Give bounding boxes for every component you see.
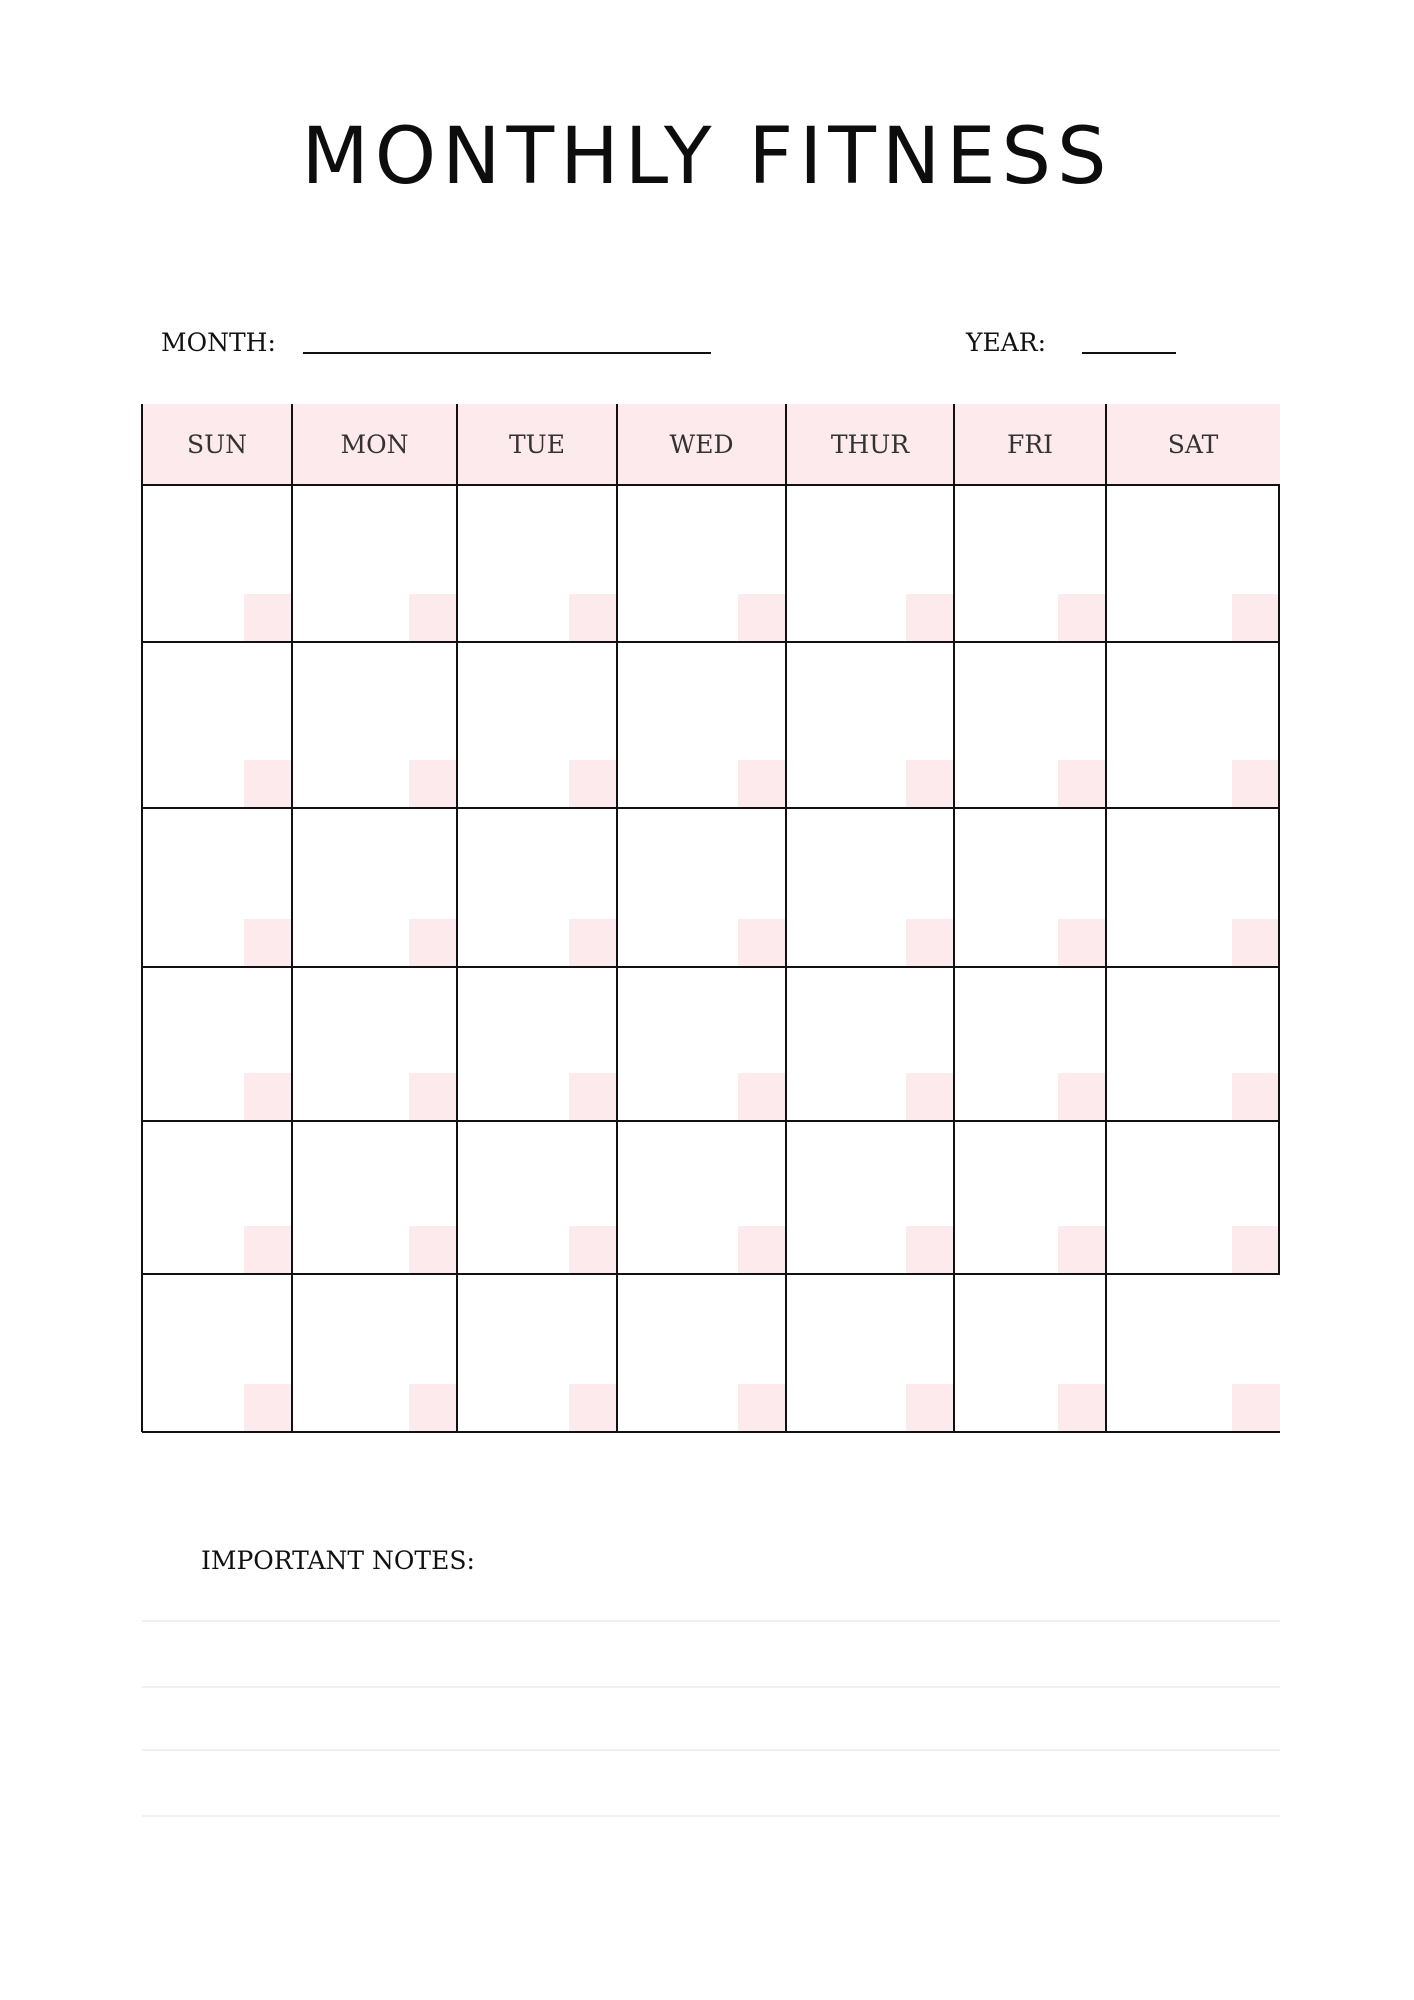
day-cell[interactable] bbox=[457, 485, 617, 642]
day-check-box[interactable] bbox=[409, 919, 457, 967]
day-cell[interactable] bbox=[142, 1121, 292, 1274]
day-check-box[interactable] bbox=[906, 760, 954, 808]
grid-vertical-line bbox=[456, 404, 458, 1432]
day-cell[interactable] bbox=[1106, 1274, 1280, 1432]
weekday-header-sun: SUN bbox=[142, 404, 292, 485]
day-check-box[interactable] bbox=[244, 919, 292, 967]
day-cell[interactable] bbox=[954, 642, 1106, 808]
day-check-box[interactable] bbox=[409, 1073, 457, 1121]
day-check-box[interactable] bbox=[409, 1384, 457, 1432]
day-cell[interactable] bbox=[1106, 642, 1280, 808]
note-line[interactable] bbox=[142, 1749, 1280, 1751]
day-cell[interactable] bbox=[617, 967, 786, 1121]
day-check-box[interactable] bbox=[244, 1073, 292, 1121]
day-check-box[interactable] bbox=[569, 1226, 617, 1274]
day-check-box[interactable] bbox=[738, 594, 786, 642]
day-cell[interactable] bbox=[954, 808, 1106, 967]
weekday-header-thur: THUR bbox=[786, 404, 954, 485]
weekday-header-wed: WED bbox=[617, 404, 786, 485]
day-check-box[interactable] bbox=[409, 1226, 457, 1274]
day-check-box[interactable] bbox=[244, 1384, 292, 1432]
day-cell[interactable] bbox=[142, 967, 292, 1121]
day-cell[interactable] bbox=[142, 642, 292, 808]
day-cell[interactable] bbox=[954, 1121, 1106, 1274]
weekday-header-mon: MON bbox=[292, 404, 457, 485]
day-check-box[interactable] bbox=[569, 919, 617, 967]
day-check-box[interactable] bbox=[409, 760, 457, 808]
day-check-box[interactable] bbox=[244, 760, 292, 808]
day-check-box[interactable] bbox=[906, 594, 954, 642]
grid-vertical-line bbox=[785, 404, 787, 1432]
day-check-box[interactable] bbox=[1058, 1073, 1106, 1121]
month-field[interactable] bbox=[303, 352, 711, 354]
day-check-box[interactable] bbox=[1232, 760, 1280, 808]
grid-horizontal-line bbox=[142, 1273, 1280, 1275]
day-cell[interactable] bbox=[457, 808, 617, 967]
grid-vertical-line bbox=[616, 404, 618, 1432]
day-cell[interactable] bbox=[292, 808, 457, 967]
day-check-box[interactable] bbox=[409, 594, 457, 642]
day-cell[interactable] bbox=[617, 642, 786, 808]
grid-horizontal-line bbox=[142, 1431, 1280, 1433]
day-cell[interactable] bbox=[786, 642, 954, 808]
day-cell[interactable] bbox=[617, 485, 786, 642]
year-field[interactable] bbox=[1082, 352, 1176, 354]
grid-vertical-line bbox=[1278, 485, 1280, 1274]
day-check-box[interactable] bbox=[738, 760, 786, 808]
month-label: MONTH: bbox=[161, 328, 276, 357]
day-check-box[interactable] bbox=[244, 1226, 292, 1274]
day-cell[interactable] bbox=[292, 967, 457, 1121]
day-check-box[interactable] bbox=[569, 594, 617, 642]
grid-horizontal-line bbox=[142, 1120, 1280, 1122]
day-check-box[interactable] bbox=[738, 919, 786, 967]
day-check-box[interactable] bbox=[1058, 1226, 1106, 1274]
grid-horizontal-line bbox=[142, 807, 1280, 809]
grid-vertical-line bbox=[1105, 404, 1107, 1432]
day-cell[interactable] bbox=[457, 642, 617, 808]
day-check-box[interactable] bbox=[569, 760, 617, 808]
day-check-box[interactable] bbox=[1058, 594, 1106, 642]
day-cell[interactable] bbox=[1106, 967, 1280, 1121]
day-cell[interactable] bbox=[1106, 808, 1280, 967]
grid-vertical-line bbox=[141, 404, 143, 1432]
day-check-box[interactable] bbox=[906, 1226, 954, 1274]
day-cell[interactable] bbox=[954, 1274, 1106, 1432]
important-notes-label: IMPORTANT NOTES: bbox=[201, 1546, 475, 1575]
day-cell[interactable] bbox=[142, 1274, 292, 1432]
day-cell[interactable] bbox=[292, 1121, 457, 1274]
day-check-box[interactable] bbox=[1058, 919, 1106, 967]
grid-horizontal-line bbox=[142, 641, 1280, 643]
grid-vertical-line bbox=[291, 404, 293, 1432]
day-check-box[interactable] bbox=[569, 1073, 617, 1121]
day-cell[interactable] bbox=[457, 1274, 617, 1432]
day-check-box[interactable] bbox=[244, 594, 292, 642]
day-cell[interactable] bbox=[292, 642, 457, 808]
day-cell[interactable] bbox=[457, 1121, 617, 1274]
day-check-box[interactable] bbox=[1058, 1384, 1106, 1432]
note-line[interactable] bbox=[142, 1815, 1280, 1817]
day-check-box[interactable] bbox=[906, 1384, 954, 1432]
day-cell[interactable] bbox=[292, 485, 457, 642]
day-check-box[interactable] bbox=[1058, 760, 1106, 808]
note-line[interactable] bbox=[142, 1620, 1280, 1622]
day-check-box[interactable] bbox=[738, 1073, 786, 1121]
calendar-grid bbox=[142, 404, 1280, 1432]
weekday-header-tue: TUE bbox=[457, 404, 617, 485]
weekday-header-fri: FRI bbox=[954, 404, 1106, 485]
day-check-box[interactable] bbox=[569, 1384, 617, 1432]
weekday-header-sat: SAT bbox=[1106, 404, 1280, 485]
day-cell[interactable] bbox=[954, 485, 1106, 642]
day-cell[interactable] bbox=[786, 1274, 954, 1432]
day-cell[interactable] bbox=[954, 967, 1106, 1121]
day-cell[interactable] bbox=[142, 808, 292, 967]
grid-horizontal-line bbox=[142, 966, 1280, 968]
day-cell[interactable] bbox=[786, 1121, 954, 1274]
day-check-box[interactable] bbox=[1232, 1384, 1280, 1432]
day-check-box[interactable] bbox=[906, 919, 954, 967]
day-check-box[interactable] bbox=[1232, 1226, 1280, 1274]
day-cell[interactable] bbox=[142, 485, 292, 642]
day-check-box[interactable] bbox=[738, 1226, 786, 1274]
day-check-box[interactable] bbox=[906, 1073, 954, 1121]
day-check-box[interactable] bbox=[738, 1384, 786, 1432]
day-cell[interactable] bbox=[457, 967, 617, 1121]
note-line[interactable] bbox=[142, 1686, 1280, 1688]
day-check-box[interactable] bbox=[1232, 594, 1280, 642]
day-cell[interactable] bbox=[617, 1274, 786, 1432]
day-cell[interactable] bbox=[786, 485, 954, 642]
grid-horizontal-line bbox=[142, 484, 1280, 486]
day-cell[interactable] bbox=[1106, 485, 1280, 642]
day-check-box[interactable] bbox=[1232, 919, 1280, 967]
day-cell[interactable] bbox=[786, 967, 954, 1121]
year-label: YEAR: bbox=[966, 328, 1047, 357]
day-check-box[interactable] bbox=[1232, 1073, 1280, 1121]
day-cell[interactable] bbox=[617, 1121, 786, 1274]
grid-vertical-line bbox=[953, 404, 955, 1432]
day-cell[interactable] bbox=[292, 1274, 457, 1432]
day-cell[interactable] bbox=[786, 808, 954, 967]
page-title: MONTHLY FITNESS bbox=[301, 112, 1113, 202]
day-cell[interactable] bbox=[1106, 1121, 1280, 1274]
day-cell[interactable] bbox=[617, 808, 786, 967]
